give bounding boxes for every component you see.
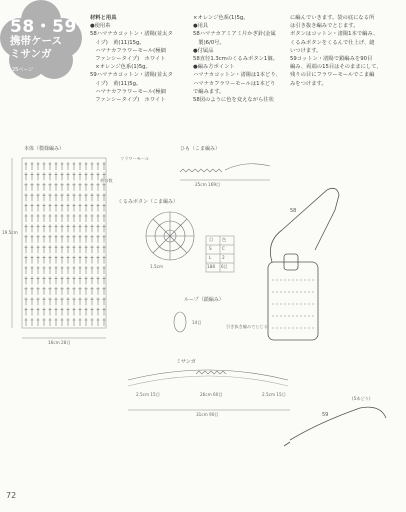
materials-line: ハマナカフラワーモール(極細 [90,47,166,54]
materials-line: ハマナカコットン・渚陽は1本どり、 [193,72,281,79]
instructions-line: に編んでいきます。袋の底になる所 [290,15,375,21]
misanga-chart-label: ミサンガ [176,359,196,365]
finishing-note: 引き抜き編みでとじる [226,324,268,329]
materials-line: イプ) 黄(11)5g。 [90,80,142,87]
materials-line: 58ハマナカアミアミ片かぎ針(金属 [193,31,276,38]
dimension-lines [12,158,290,410]
button-chart-label: くるみボタン（こま編み） [118,199,179,205]
materials-line: ×オレンジ色系(1)5g。 [90,64,151,71]
strap-length-label: 25cm 169目 [195,182,221,187]
strap-chart-label: ひも（こま編み） [180,146,221,152]
body-chart-label: 本体（模様編み） [24,146,65,152]
materials-line: ●使用糸 [90,23,111,30]
loop-chart-label: ループ（鎖編み） [184,297,224,303]
project-subtitle: ミサンガ [10,48,52,60]
materials-line: 製)6/0号。 [193,39,225,46]
body-stitch-chart [22,158,106,328]
materials-line: で編みます。 [193,88,225,95]
instructions-line: みをつけます。 [290,80,327,87]
table-cell: 目 [209,237,214,242]
button-size-label: 1.5cm [150,264,164,269]
misanga-width-label: 31cm 90目 [196,412,219,417]
table-cell: S [209,246,212,251]
materials-line: 58図のように色を変えながら往状 [193,97,274,104]
body-height-label: 19.5cm [2,230,18,235]
strap-chart [180,164,270,172]
loop-chart [174,312,186,332]
materials-line: ハマナカフラワーモールは1本どり [193,80,276,87]
materials-line: ×オレンジ色系(1)5g。 [193,15,249,21]
instructions-line: 残りの目にフラワーモールでこま編 [290,72,375,79]
project-number: 58・59 [10,17,77,37]
table-cell: 2 [222,255,225,260]
materials-line: 材料と用具 [90,15,117,21]
materials-line: イプ) 黄(11)15g。 [90,39,145,46]
misanga-illustration [284,407,386,446]
misanga-part3-label: 2.5cm 15目 [262,392,286,397]
rows-note: 糸の数 [100,178,113,183]
case-number-label: 58 [290,208,297,214]
phone-case-illustration [268,188,339,340]
button-chart [146,212,194,260]
instructions-line: いつけます。 [290,47,322,54]
materials-line: ファンシータイプ) ホワイト [90,97,166,104]
instructions-line: ボタンはコットン・渚陽1本で編み、 [290,31,379,38]
instructions-line: くるみボタンをくるんで仕上げ、縫 [290,39,375,46]
materials-line: ●編み方ポイント [193,64,235,71]
materials-line: ハマナカフラワーモール(極細 [90,88,166,95]
instructions-line: 編み、両端の15目はそのままにして、 [290,64,382,71]
table-cell: 188 [207,264,215,269]
flower-mole-label: フラワーモール [120,156,150,161]
body-width-label: 16cm 28目 [48,340,71,345]
materials-line: ●付属品 [193,47,214,54]
project-title: 携帯ケース [10,35,62,47]
misanga-number-label: 59 [322,412,329,418]
misanga-chart [128,370,288,386]
page-number: 72 [6,491,17,500]
instructions-line: 59コットン・渚陽で鎖編みを90目 [290,56,373,63]
misanga-part2-label: 26cm 60目 [200,392,223,397]
materials-line: ファンシータイプ) ホワイト [90,56,166,63]
table-cell: 色 [222,237,227,242]
materials-line: 58ハマナカコットン・渚陽(並太タ [90,31,173,38]
page-reference: 25ページ [12,67,34,73]
table-cell: C [222,246,225,251]
materials-line: 59ハマナカコットン・渚陽(並太タ [90,72,173,79]
instructions-line: は引き抜き編みでとじます。 [290,23,359,30]
materials-line: ●用具 [193,23,209,30]
loop-count-label: 14目 [192,320,202,325]
misanga-part1-label: 2.5cm 15目 [136,392,160,397]
table-cell: L [209,255,212,260]
table-cell: 6目 [221,264,228,269]
knot-label: (5本どり) [352,396,371,401]
materials-line: 58直径1.3cmのくるみボタン1個。 [193,56,278,63]
